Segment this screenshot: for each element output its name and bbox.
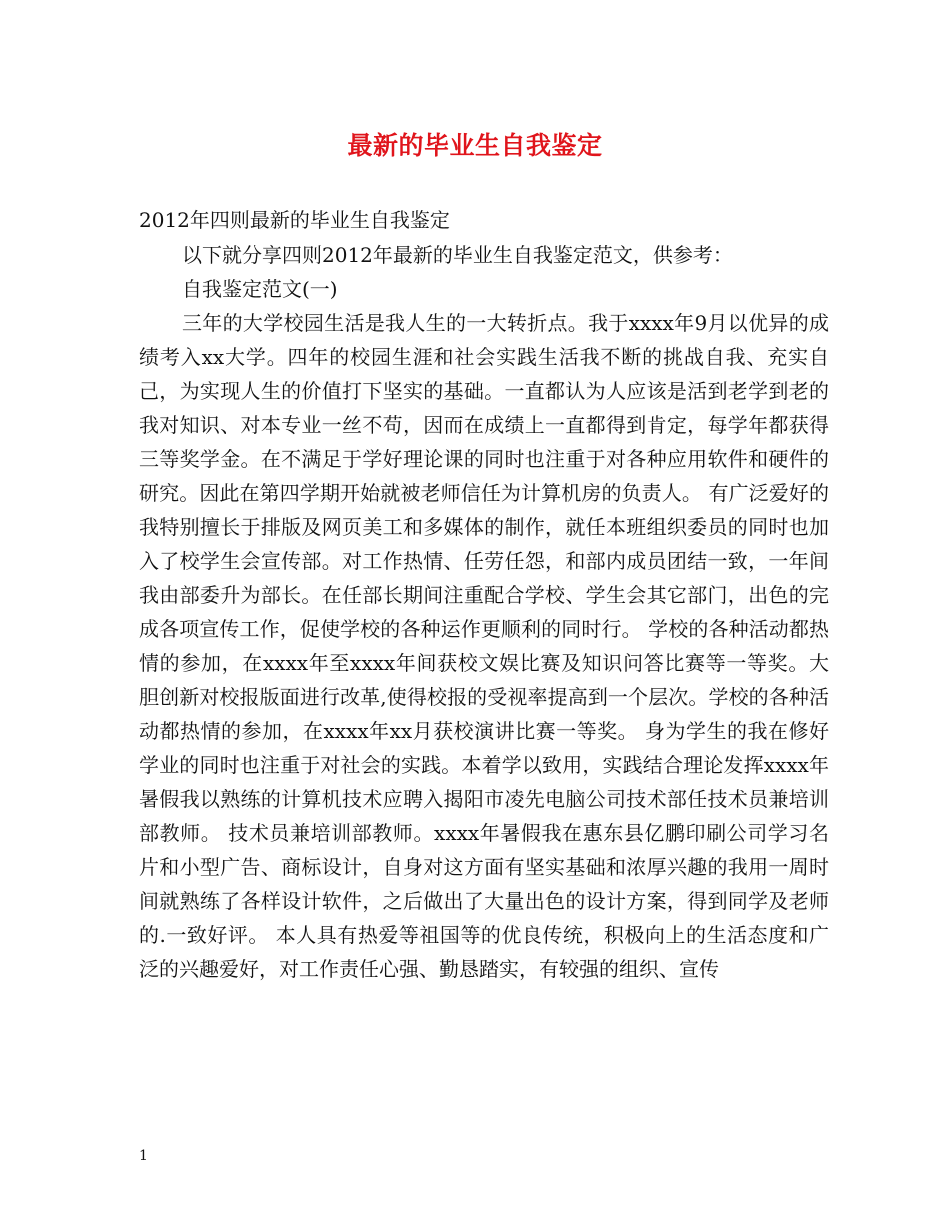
page-number: 1	[139, 1148, 148, 1164]
main-paragraph: 三年的大学校园生活是我人生的一大转折点。我于xxxx年9月以优异的成绩考入xx大学。四年的校园生涯和社会实践生活我不断的挑战自我、充实自己，为实现人生的价值打下坚实的基础。一直都认为人应该是活到老学到老的我对知识、对本专业一丝不苟，因而在成绩上一直都得到肯定，每学年都获得三等奖学金。在不满足于学好理论课的同时也注重于对各种应用软件和硬件的研究。因此在第四学期开始就被老师信任为计算机房的负责人。 有广泛爱好的我特别擅长于排版及网页美工和多媒体的制作，就任本班组织委员的同时也加入了校学生会宣传部。对工作热情、任劳任怨，和部内成员团结一致，一年间我由部委升为部长。在任部长期间注重配合学校、学生会其它部门，出色的完成各项宣传工作，促使学校的各种运作更顺利的同时行。 学校的各种活动都热情的参加，在xxxx年至xxxx年间获校文娱比赛及知识问答比赛等一等奖。大胆创新对校报版面进行改革,使得校报的受视率提高到一个层次。学校的各种活动都热情的参加，在xxxx年xx月获校演讲比赛一等奖。 身为学生的我在修好学业的同时也注重于对社会的实践。本着学以致用，实践结合理论发挥xxxx年暑假我以熟练的计算机技术应聘入揭阳市凌先电脑公司技术部任技术员兼培训部教师。 技术员兼培训部教师。xxxx年暑假我在惠东县亿鹏印刷公司学习名片和小型广告、商标设计，自身对这方面有坚实基础和浓厚兴趣的我用一周时间就熟练了各样设计软件，之后做出了大量出色的设计方案，得到同学及老师的.一致好评。 本人具有热爱等祖国等的优良传统，积极向上的生活态度和广泛的兴趣爱好，对工作责任心强、勤恳踏实，有较强的组织、宣传	[139, 311, 829, 981]
document-body	[139, 238, 829, 986]
intro-paragraph: 以下就分享四则2012年最新的毕业生自我鉴定范文，供参考：	[182, 243, 733, 267]
document-title: 最新的毕业生自我鉴定	[347, 131, 603, 160]
section-heading: 自我鉴定范文(一)	[182, 277, 338, 301]
document-subtitle: 2012年四则最新的毕业生自我鉴定	[139, 208, 450, 232]
